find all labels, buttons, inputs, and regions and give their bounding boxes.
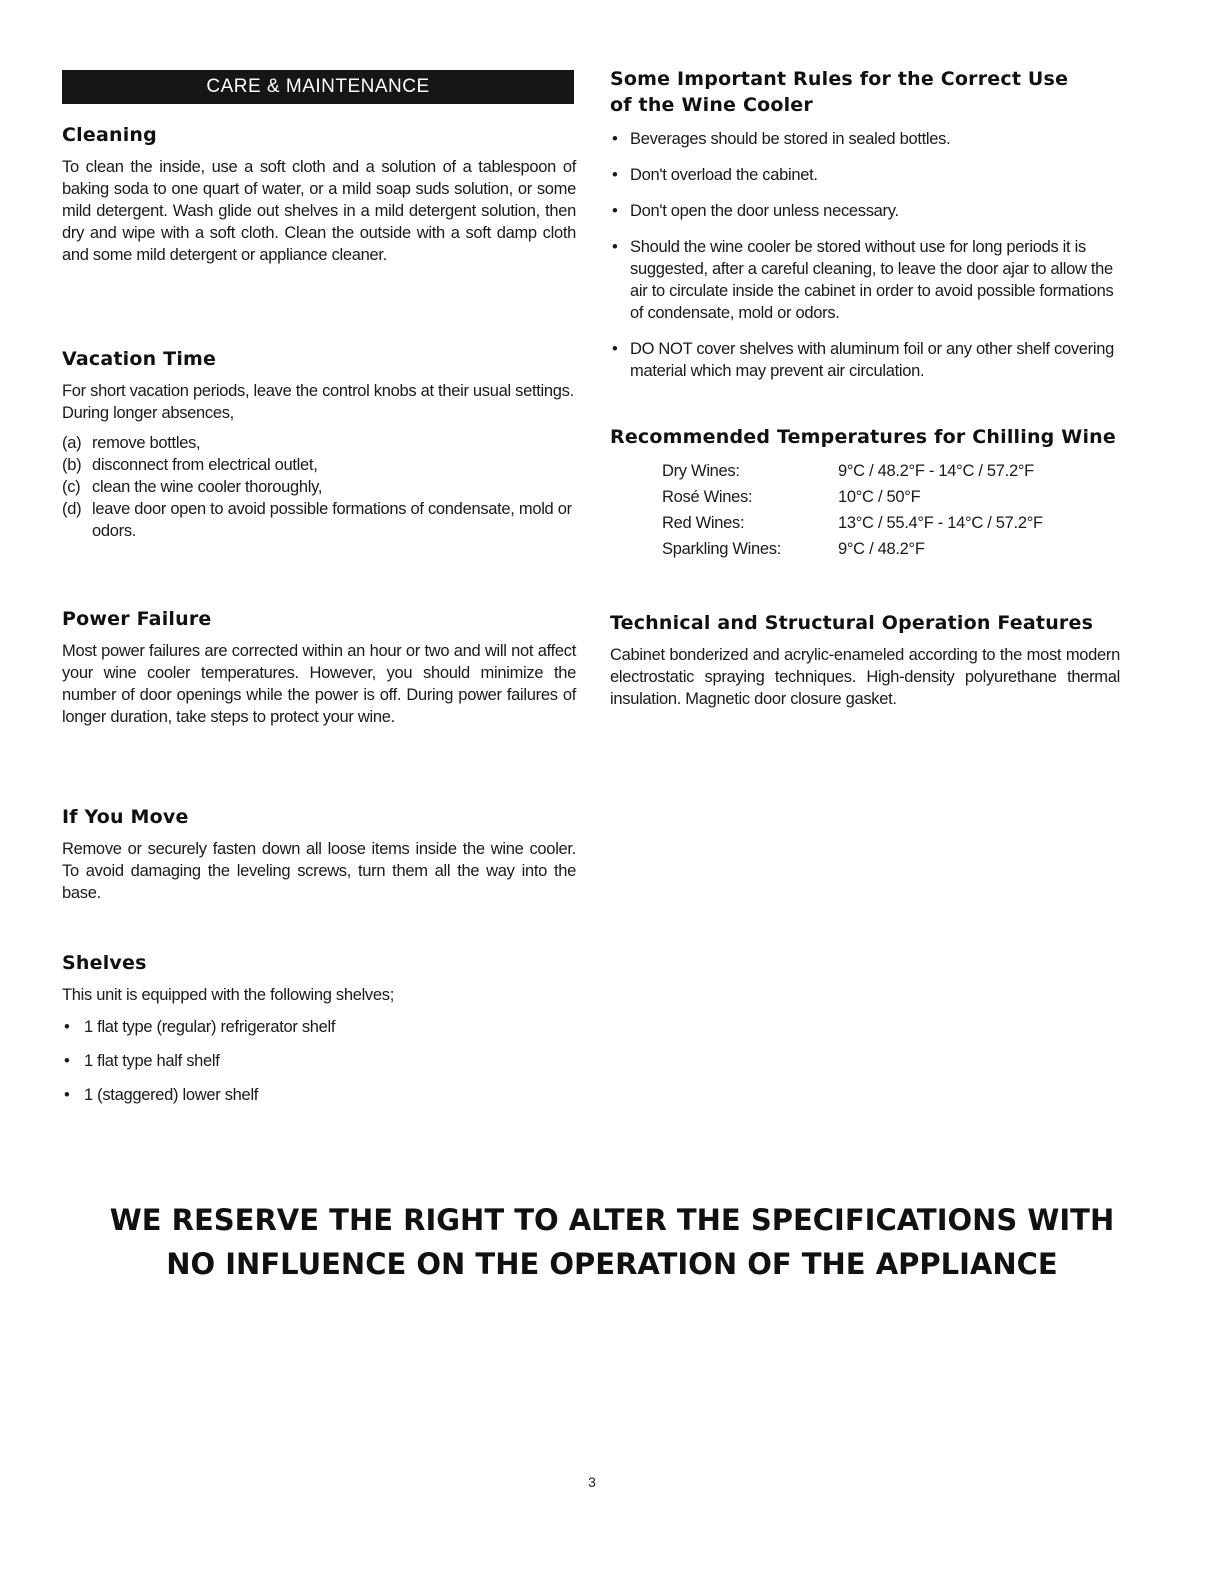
list-item: (a) remove bottles,: [62, 434, 201, 452]
move-section: [62, 806, 576, 904]
shelves-heading: Shelves: [62, 952, 147, 974]
technical-section: [610, 612, 1120, 710]
list-item: • Don't overload the cabinet.: [612, 166, 818, 184]
shelves-section: [62, 952, 576, 1118]
rules-section: [610, 66, 1120, 386]
page-number: 3: [588, 1474, 596, 1490]
list-item: • Don't open the door unless necessary.: [612, 202, 899, 220]
power-failure-section: [62, 608, 576, 728]
shelves-list: [62, 1016, 576, 1106]
temps-heading: Recommended Temperatures for Chilling Wine: [610, 426, 1116, 448]
list-item: (c) clean the wine cooler thoroughly,: [62, 478, 323, 496]
list-item: • Beverages should be stored in sealed bottles.: [612, 130, 951, 148]
table-row: Dry Wines: 9°C / 48.2°F - 14°C / 57.2°F: [662, 462, 1034, 480]
rules-heading: Some Important Rules for the Correct Use of the Wine Cooler: [610, 68, 1069, 116]
banner-title: CARE & MAINTENANCE: [206, 76, 430, 97]
shelves-text: This unit is equipped with the following shelves;: [62, 986, 394, 1004]
section-banner: [62, 70, 574, 104]
table-row: Sparkling Wines: 9°C / 48.2°F: [662, 540, 925, 558]
list-item: • 1 (staggered) lower shelf: [64, 1086, 259, 1104]
move-heading: If You Move: [62, 806, 189, 828]
tech-text: Cabinet bonderized and acrylic-enameled according to the most modern electrostatic spraying techniques. High-density polyurethane thermal insulation. Magnetic door closure gasket.: [610, 646, 1120, 708]
power-heading: Power Failure: [62, 608, 212, 630]
cleaning-text: To clean the inside, use a soft cloth and a solution of a tablespoon of baking soda to one quart of water, or a mild soap suds solution, or some mild detergent. Wash glide out shelves in a mild detergent solution, then dry and wipe with a soft cloth. Clean the outside with a soft damp cloth and some mild detergent or appliance cleaner.: [62, 158, 576, 264]
move-text: Remove or securely fasten down all loose items inside the wine cooler. To avoid damaging the leveling screws, turn them all the way into the base.: [62, 840, 576, 902]
specifications-notice: WE RESERVE THE RIGHT TO ALTER THE SPECIFICATIONS WITH NO INFLUENCE ON THE OPERATION OF THE APPLIANCE: [109, 1203, 1115, 1281]
list-item: • 1 flat type half shelf: [64, 1052, 220, 1070]
vacation-section: [62, 348, 576, 542]
list-item: (d) leave door open to avoid possible formations of condensate, mold or odors.: [62, 500, 572, 540]
rules-list: [610, 128, 1120, 382]
vacation-heading: Vacation Time: [62, 348, 217, 370]
table-row: Red Wines: 13°C / 55.4°F - 14°C / 57.2°F: [662, 514, 1043, 532]
power-text: Most power failures are corrected within an hour or two and will not affect your wine cooler temperatures. However, you should minimize the number of door openings while the power is off. During power failures of longer duration, take steps to protect your wine.: [62, 642, 576, 726]
temperatures-section: [610, 426, 1120, 562]
list-item: • DO NOT cover shelves with aluminum foil or any other shelf covering material which may prevent air circulation.: [612, 340, 1114, 380]
vacation-text: For short vacation periods, leave the control knobs at their usual settings. During longer absences,: [62, 382, 574, 422]
tech-heading: Technical and Structural Operation Features: [610, 612, 1094, 634]
temps-table: [662, 458, 1043, 562]
list-item: • Should the wine cooler be stored without use for long periods it is suggested, after a careful cleaning, to leave the door ajar to allow the air to circulate inside the cabinet in order to avoid possible formations of condensate, mold or odors.: [612, 238, 1114, 322]
list-item: (b) disconnect from electrical outlet,: [62, 456, 318, 474]
table-row: Rosé Wines: 10°C / 50°F: [662, 488, 921, 506]
cleaning-heading: Cleaning: [62, 124, 157, 146]
cleaning-section: [62, 124, 576, 266]
vacation-list: [62, 432, 576, 542]
list-item: • 1 flat type (regular) refrigerator shelf: [64, 1018, 336, 1036]
